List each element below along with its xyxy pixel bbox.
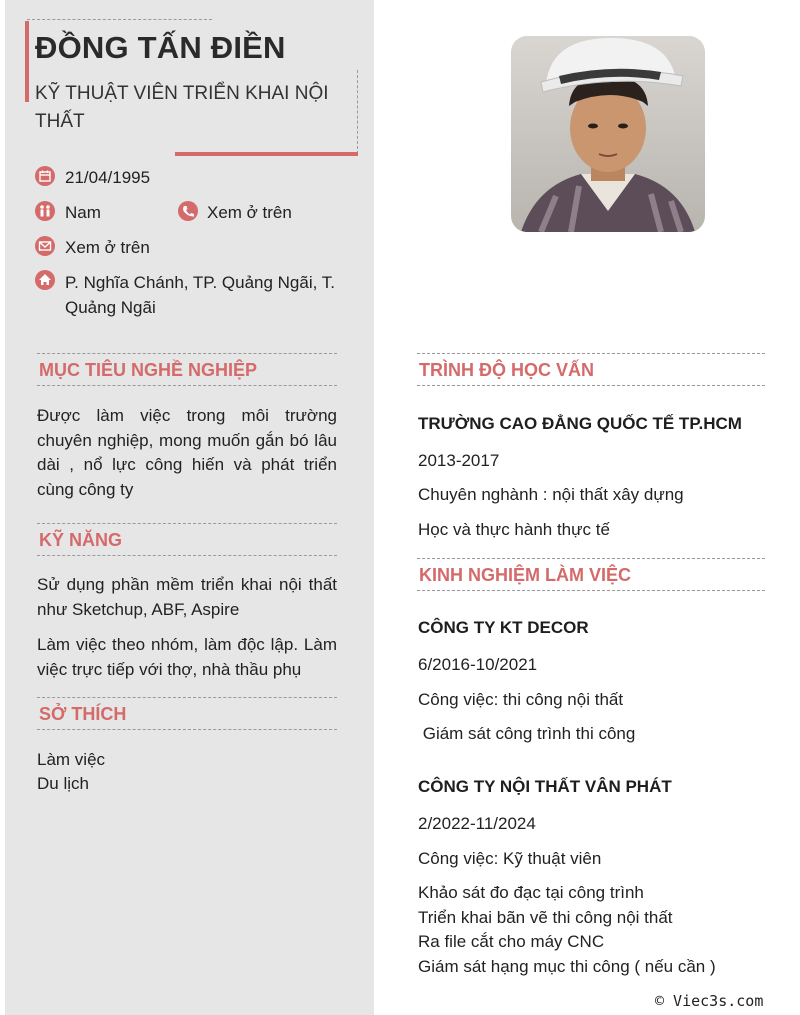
job-period: 6/2016-10/2021	[418, 655, 538, 674]
objective-text: Được làm việc trong môi trường chuyên nghiệp, mong muốn gắn bó lâu dài , nổ lực công hiến và phát triển cùng công ty	[37, 406, 337, 499]
experience-heading: KINH NGHIỆM LÀM VIỆC	[417, 558, 765, 591]
hobby-item: Du lịch	[37, 774, 89, 793]
job-line: Giám sát công trình thi công	[418, 724, 636, 743]
job-role: Công việc: Kỹ thuật viên	[418, 849, 602, 868]
profile-photo	[511, 36, 705, 232]
job-line: Triển khai bãn vẽ thi công nội thất	[418, 907, 673, 927]
school-name: TRƯỜNG CAO ĐẲNG QUỐC TẾ TP.HCM	[418, 414, 742, 433]
phone-value: Xem ở trên	[207, 203, 292, 222]
hobby-item: Làm việc	[37, 750, 106, 769]
gender-value: Nam	[65, 203, 101, 222]
skill-item: Làm việc theo nhóm, làm độc lập. Làm việc trực tiếp với thợ, nhà thầu phụ	[37, 635, 337, 679]
company-name: CÔNG TY NỘI THẤT VÂN PHÁT	[418, 777, 672, 796]
company-name: CÔNG TY KT DECOR	[418, 618, 589, 637]
education-period: 2013-2017	[418, 451, 500, 470]
header-right-divider	[357, 70, 358, 154]
skill-item: Sử dụng phần mềm triển khai nội thất như Sketchup, ABF, Aspire	[37, 575, 337, 619]
watermark-text: © Viec3s.com	[655, 992, 764, 1010]
job-title: KỸ THUẬT VIÊN TRIỂN KHAI NỘI THẤT	[35, 83, 329, 132]
gender-icon	[35, 201, 55, 221]
objective-heading: MỤC TIÊU NGHỀ NGHIỆP	[37, 353, 337, 386]
job-period: 2/2022-11/2024	[418, 814, 536, 833]
job-line: Công việc: thi công nội thất	[418, 690, 624, 709]
education-heading: TRÌNH ĐỘ HỌC VẤN	[417, 353, 765, 386]
email-value: Xem ở trên	[65, 238, 150, 257]
birthdate-value: 21/04/1995	[65, 168, 151, 187]
job-line: Khảo sát đo đạc tại công trình	[418, 883, 644, 902]
calendar-icon	[35, 166, 55, 186]
header-bottom-accent	[175, 152, 358, 156]
education-note: Học và thực hành thực tế	[418, 520, 610, 539]
job-line: Giám sát hạng mục thi công ( nếu cần )	[418, 956, 716, 976]
hobbies-heading: SỞ THÍCH	[37, 697, 337, 730]
job-line: Ra file cắt cho máy CNC	[418, 932, 605, 951]
education-major: Chuyên nghành : nội thất xây dựng	[418, 485, 684, 504]
envelope-icon	[35, 236, 55, 256]
phone-icon	[178, 201, 198, 221]
home-icon	[35, 270, 55, 290]
address-value: P. Nghĩa Chánh, TP. Quảng Ngãi, T. Quảng Ngãi	[65, 273, 335, 317]
header-top-divider	[27, 19, 212, 20]
skills-heading: KỸ NĂNG	[37, 523, 337, 556]
candidate-name: ĐỒNG TẤN ĐIỀN	[35, 30, 286, 65]
header-accent-bar	[25, 21, 29, 102]
